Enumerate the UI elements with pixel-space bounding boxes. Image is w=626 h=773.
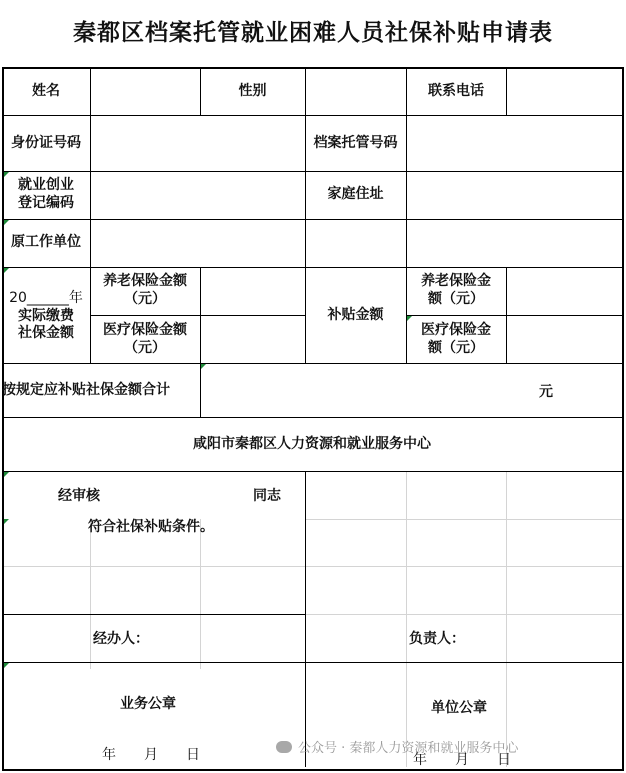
year-label: 20______年 [9, 290, 83, 306]
center-name: 咸阳市秦都区人力资源和就业服务中心 [193, 436, 431, 452]
medical-subsidy-label-line1: 医疗保险金 [421, 322, 491, 338]
employment-reg-label-line2: 登记编码 [18, 195, 74, 211]
pension-amount-label-line1: 养老保险金额 [103, 273, 187, 289]
subsidy-amount-label: 补贴金额 [327, 307, 384, 323]
eligible-label: 符合社保补贴条件。 [88, 519, 214, 535]
medical-amount-label-line2: （元） [124, 340, 166, 356]
gender-label: 性别 [238, 83, 267, 99]
review-label: 经审核 [58, 488, 100, 504]
responsible-label: 负责人： [409, 631, 465, 647]
archive-number-label: 档案托管号码 [313, 135, 398, 151]
actual-paid-label-line2: 社保金额 [18, 325, 74, 341]
medical-subsidy-label-line2: 额（元） [428, 340, 484, 356]
phone-label: 联系电话 [428, 83, 484, 99]
form-title: 秦都区档案托管就业困难人员社保补贴申请表 [73, 20, 553, 46]
former-employer-label: 原工作单位 [11, 234, 81, 250]
watermark [276, 737, 518, 756]
unit-seal-label: 单位公章 [431, 700, 487, 716]
address-label: 家庭住址 [327, 186, 384, 202]
watermark-text: 公众号 · 秦都人力资源和就业服务中心 [298, 741, 519, 756]
pension-subsidy-label-line2: 额（元） [428, 291, 484, 307]
application-form-table [2, 67, 622, 769]
date-left: 年 月 日 [102, 747, 200, 763]
handler-label: 经办人： [93, 631, 149, 647]
id-number-label: 身份证号码 [11, 135, 81, 151]
yuan-unit: 元 [539, 384, 553, 400]
comrade-label: 同志 [253, 488, 281, 504]
medical-amount-label-line1: 医疗保险金额 [103, 322, 187, 338]
total-subsidy-label: 按规定应补贴社保金额合计 [2, 382, 170, 398]
table-border [2, 67, 624, 771]
business-seal-label: 业务公章 [120, 696, 176, 712]
name-label: 姓名 [32, 83, 60, 99]
pension-subsidy-label-line1: 养老保险金 [421, 273, 491, 289]
date-right: 年 月 日 [413, 752, 511, 768]
pension-amount-label-line2: （元） [124, 291, 166, 307]
actual-paid-label-line1: 实际缴费 [18, 308, 74, 324]
wechat-icon [276, 741, 292, 753]
employment-reg-label-line1: 就业创业 [18, 177, 74, 193]
